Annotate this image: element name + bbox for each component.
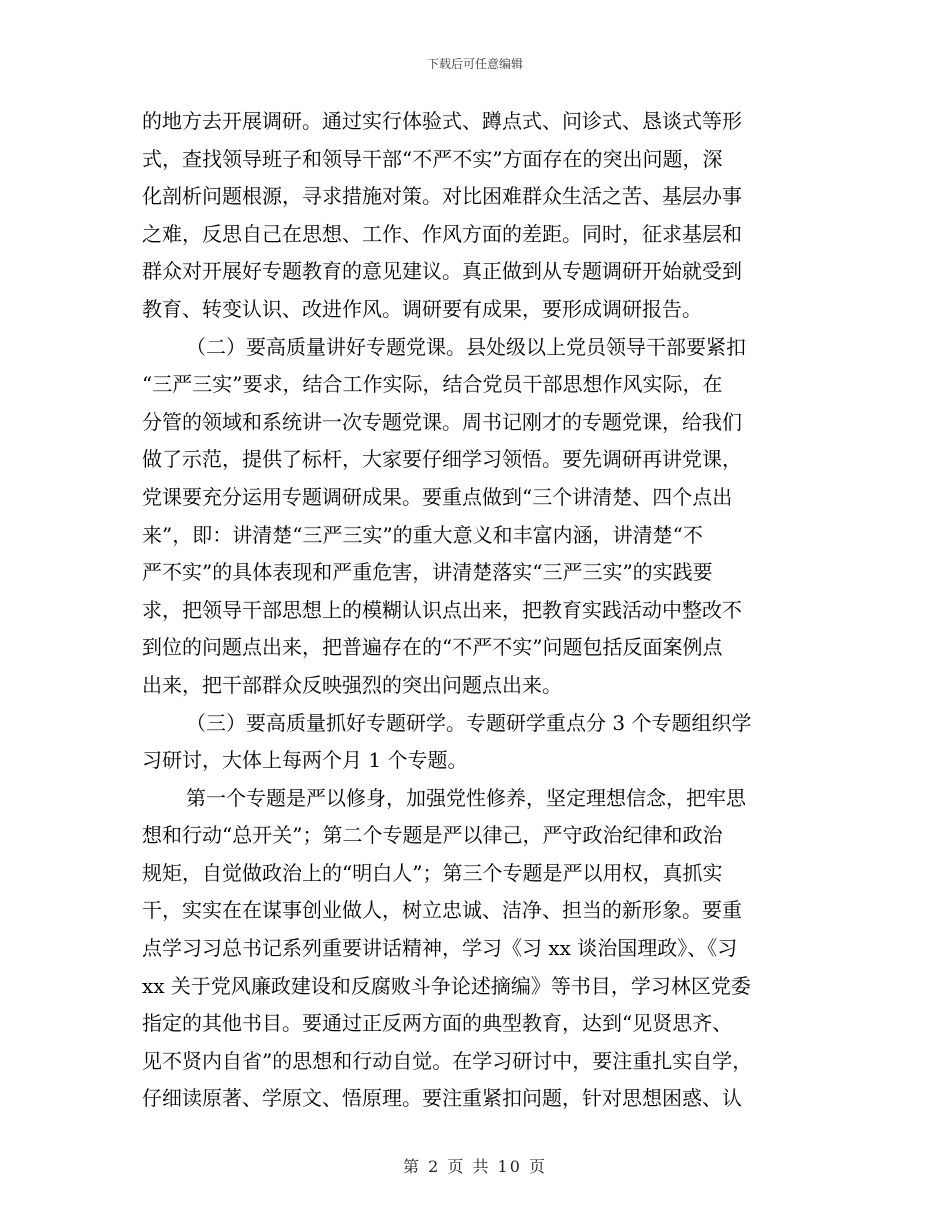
text-line: 党课要充分运用专题调研成果。要重点做到“三个讲清楚、四个点出 bbox=[142, 484, 733, 509]
text-line: 想和行动“总开关”；第二个专题是严以律己，严守政治纪律和政治 bbox=[142, 823, 723, 848]
paragraph-start-line: 第一个专题是严以修身，加强党性修养，坚定理想信念，把牢思 bbox=[186, 785, 746, 810]
text-line: 群众对开展好专题教育的意见建议。真正做到从专题调研开始就受到 bbox=[142, 259, 742, 284]
page-header: 下载后可任意编辑 bbox=[426, 57, 523, 71]
text-line: 指定的其他书目。要通过正反两方面的典型教育，达到“见贤思齐、 bbox=[142, 1011, 733, 1036]
text-line: 出来，把干部群众反映强烈的突出问题点出来。 bbox=[142, 672, 562, 697]
text-line: “三严三实”要求，结合工作实际，结合党员干部思想作风实际，在 bbox=[142, 372, 723, 397]
text-line: 教育、转变认识、改进作风。调研要有成果，要形成调研报告。 bbox=[142, 296, 702, 321]
paragraph-start-line: （二）要高质量讲好专题党课。县处级以上党员领导干部要紧扣 bbox=[186, 334, 746, 359]
text-line: 见不贤内自省”的思想和行动自觉。在学习研讨中，要注重扎实自学， bbox=[142, 1048, 753, 1073]
text-line: 化剖析问题根源，寻求措施对策。对比困难群众生活之苦、基层办事 bbox=[142, 184, 742, 209]
page-footer: 第 2 页 共 10 页 bbox=[403, 1157, 547, 1176]
text-line: 分管的领域和系统讲一次专题党课。周书记刚才的专题党课，给我们 bbox=[142, 409, 742, 434]
text-line: 式，查找领导班子和领导干部“不严不实”方面存在的突出问题，深 bbox=[142, 146, 723, 171]
text-line: 求，把领导干部思想上的模糊认识点出来，把教育实践活动中整改不 bbox=[142, 597, 742, 622]
text-line: 仔细读原著、学原文、悟原理。要注重紧扣问题，针对思想困惑、认 bbox=[142, 1086, 742, 1111]
text-line: 点学习习总书记系列重要讲话精神，学习《习 xx 谈治国理政》、《习 bbox=[142, 936, 738, 961]
text-line: 做了示范，提供了标杆，大家要仔细学习领悟。要先调研再讲党课， bbox=[142, 447, 742, 472]
text-line: 的地方去开展调研。通过实行体验式、蹲点式、问诊式、恳谈式等形 bbox=[142, 109, 742, 133]
text-line: xx 关于党风廉政建设和反腐败斗争论述摘编》等书目，学习林区党委 bbox=[142, 973, 751, 998]
text-line: 习研讨，大体上每两个月 1 个专题。 bbox=[142, 748, 468, 773]
paragraph-start-line: （三）要高质量抓好专题研学。专题研学重点分 3 个专题组织学 bbox=[186, 710, 752, 735]
text-line: 到位的问题点出来，把普遍存在的“不严不实”问题包括反面案例点 bbox=[142, 635, 723, 660]
text-line: 干，实实在在谋事创业做人，树立忠诚、洁净、担当的新形象。要重 bbox=[142, 898, 742, 923]
text-line: 严不实”的具体表现和严重危害，讲清楚落实“三严三实”的实践要 bbox=[142, 560, 713, 585]
document-body bbox=[142, 103, 802, 1118]
text-line: 之难，反思自己在思想、工作、作风方面的差距。同时，征求基层和 bbox=[142, 221, 742, 246]
text-line: 规矩，自觉做政治上的“明白人”；第三个专题是严以用权，真抓实 bbox=[142, 860, 723, 885]
text-line: 来”，即：讲清楚“三严三实”的重大意义和丰富内涵，讲清楚“不 bbox=[142, 522, 703, 547]
